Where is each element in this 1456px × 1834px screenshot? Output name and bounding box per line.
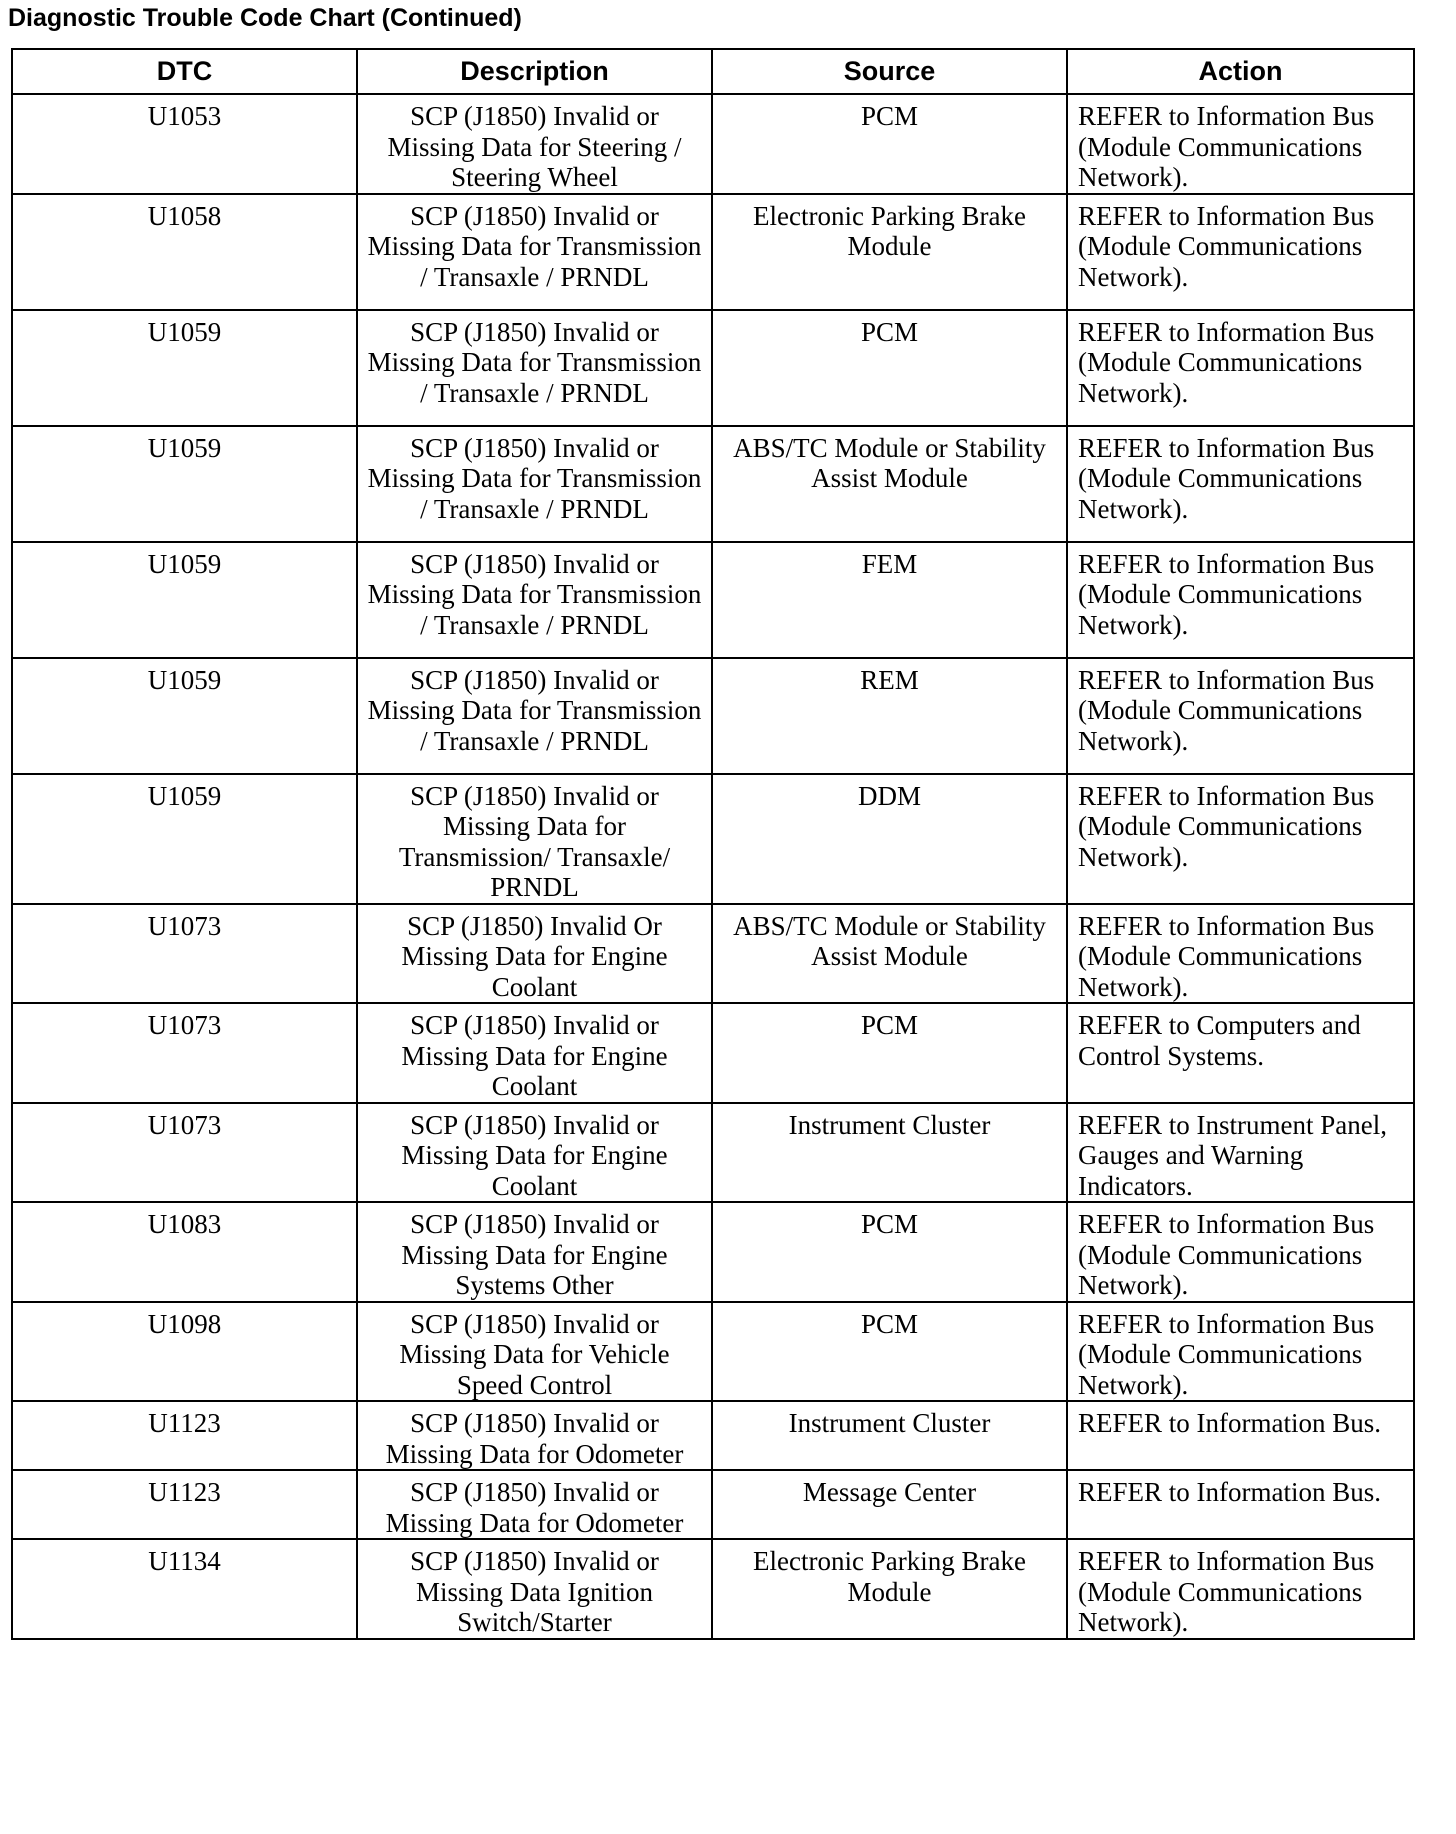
cell-dtc: U1123 (12, 1401, 357, 1470)
header-source: Source (712, 49, 1067, 94)
header-description: Description (357, 49, 712, 94)
table-row (12, 1202, 1414, 1302)
cell-description: SCP (J1850) Invalid or Missing Data for Vehicle Speed Control (357, 1302, 712, 1402)
cell-source: Electronic Parking Brake Module (712, 194, 1067, 310)
cell-source: DDM (712, 774, 1067, 904)
cell-description: SCP (J1850) Invalid or Missing Data for Transmission / Transaxle / PRNDL (357, 542, 712, 658)
cell-dtc: U1073 (12, 1103, 357, 1203)
cell-dtc: U1083 (12, 1202, 357, 1302)
table-row (12, 1539, 1414, 1639)
cell-description: SCP (J1850) Invalid or Missing Data for Engine Coolant (357, 1103, 712, 1203)
table-row (12, 658, 1414, 774)
cell-action: REFER to Information Bus (Module Communications Network). (1067, 542, 1414, 658)
dtc-table (11, 48, 1415, 1640)
table-row (12, 542, 1414, 658)
cell-dtc: U1123 (12, 1470, 357, 1539)
cell-description: SCP (J1850) Invalid or Missing Data for Transmission / Transaxle / PRNDL (357, 194, 712, 310)
cell-source: PCM (712, 94, 1067, 194)
cell-action: REFER to Information Bus. (1067, 1401, 1414, 1470)
cell-description: SCP (J1850) Invalid or Missing Data for Transmission / Transaxle / PRNDL (357, 426, 712, 542)
cell-action: REFER to Information Bus (Module Communications Network). (1067, 426, 1414, 542)
cell-description: SCP (J1850) Invalid or Missing Data for Steering / Steering Wheel (357, 94, 712, 194)
table-row (12, 774, 1414, 904)
cell-action: REFER to Information Bus (Module Communications Network). (1067, 774, 1414, 904)
cell-action: REFER to Information Bus (Module Communications Network). (1067, 904, 1414, 1004)
table-row (12, 1003, 1414, 1103)
cell-dtc: U1059 (12, 310, 357, 426)
table-row (12, 1470, 1414, 1539)
cell-source: REM (712, 658, 1067, 774)
header-dtc: DTC (12, 49, 357, 94)
cell-description: SCP (J1850) Invalid or Missing Data for Odometer (357, 1470, 712, 1539)
table-header-row (12, 49, 1414, 94)
cell-description: SCP (J1850) Invalid or Missing Data for Odometer (357, 1401, 712, 1470)
cell-dtc: U1059 (12, 426, 357, 542)
table-row (12, 1302, 1414, 1402)
table-row (12, 194, 1414, 310)
table-row (12, 310, 1414, 426)
cell-dtc: U1059 (12, 658, 357, 774)
cell-description: SCP (J1850) Invalid or Missing Data Ignition Switch/Starter (357, 1539, 712, 1639)
cell-description: SCP (J1850) Invalid or Missing Data for Transmission/ Transaxle/ PRNDL (357, 774, 712, 904)
header-action: Action (1067, 49, 1414, 94)
cell-action: REFER to Information Bus (Module Communications Network). (1067, 94, 1414, 194)
page-title: Diagnostic Trouble Code Chart (Continued) (8, 4, 522, 32)
cell-source: ABS/TC Module or Stability Assist Module (712, 426, 1067, 542)
cell-description: SCP (J1850) Invalid or Missing Data for Engine Coolant (357, 1003, 712, 1103)
cell-action: REFER to Information Bus (Module Communications Network). (1067, 1202, 1414, 1302)
cell-action: REFER to Information Bus (Module Communications Network). (1067, 310, 1414, 426)
cell-action: REFER to Information Bus (Module Communications Network). (1067, 658, 1414, 774)
cell-dtc: U1059 (12, 774, 357, 904)
cell-dtc: U1053 (12, 94, 357, 194)
cell-description: SCP (J1850) Invalid or Missing Data for Transmission / Transaxle / PRNDL (357, 658, 712, 774)
cell-source: FEM (712, 542, 1067, 658)
cell-source: ABS/TC Module or Stability Assist Module (712, 904, 1067, 1004)
cell-source: Electronic Parking Brake Module (712, 1539, 1067, 1639)
cell-dtc: U1073 (12, 1003, 357, 1103)
cell-source: PCM (712, 310, 1067, 426)
cell-dtc: U1058 (12, 194, 357, 310)
cell-action: REFER to Information Bus. (1067, 1470, 1414, 1539)
cell-action: REFER to Information Bus (Module Communications Network). (1067, 1539, 1414, 1639)
table-row (12, 426, 1414, 542)
cell-action: REFER to Instrument Panel, Gauges and Warning Indicators. (1067, 1103, 1414, 1203)
cell-source: Message Center (712, 1470, 1067, 1539)
cell-source: PCM (712, 1302, 1067, 1402)
cell-description: SCP (J1850) Invalid or Missing Data for Engine Systems Other (357, 1202, 712, 1302)
cell-action: REFER to Computers and Control Systems. (1067, 1003, 1414, 1103)
cell-source: Instrument Cluster (712, 1103, 1067, 1203)
table-row (12, 904, 1414, 1004)
table-row (12, 1103, 1414, 1203)
cell-source: PCM (712, 1202, 1067, 1302)
table-row (12, 94, 1414, 194)
cell-source: PCM (712, 1003, 1067, 1103)
table-row (12, 1401, 1414, 1470)
cell-dtc: U1134 (12, 1539, 357, 1639)
cell-dtc: U1059 (12, 542, 357, 658)
cell-description: SCP (J1850) Invalid or Missing Data for Transmission / Transaxle / PRNDL (357, 310, 712, 426)
cell-dtc: U1098 (12, 1302, 357, 1402)
cell-action: REFER to Information Bus (Module Communications Network). (1067, 1302, 1414, 1402)
cell-description: SCP (J1850) Invalid Or Missing Data for Engine Coolant (357, 904, 712, 1004)
cell-action: REFER to Information Bus (Module Communications Network). (1067, 194, 1414, 310)
cell-source: Instrument Cluster (712, 1401, 1067, 1470)
cell-dtc: U1073 (12, 904, 357, 1004)
